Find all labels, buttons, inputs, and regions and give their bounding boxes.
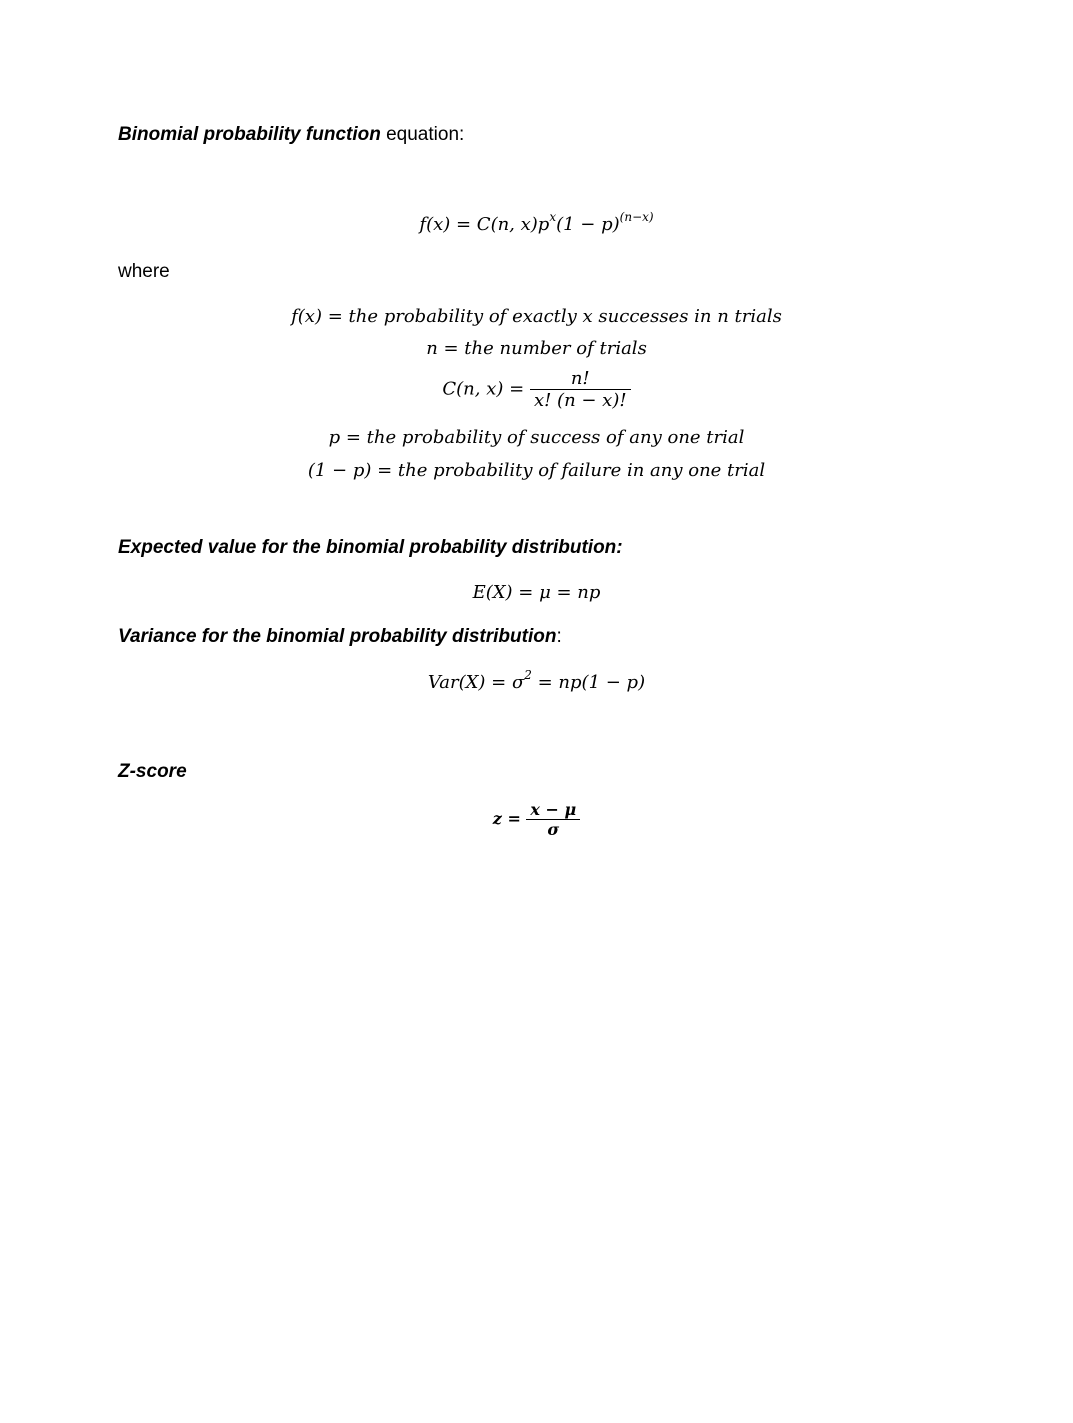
expected-heading: Expected value for the binomial probability distribution: bbox=[118, 537, 623, 558]
zscore-heading: Z-score bbox=[118, 761, 187, 782]
variance-formula-exp: 2 bbox=[524, 668, 532, 682]
def-q: (1 − p) = the probability of failure in any one trial bbox=[307, 460, 766, 481]
variance-formula bbox=[0, 668, 1073, 693]
zscore-denominator: σ bbox=[526, 819, 580, 839]
binomial-formula-exp2: (n−x) bbox=[619, 210, 654, 224]
variance-formula-lhs: Var(X) = σ bbox=[427, 672, 525, 693]
def-cnx-numerator: n! bbox=[570, 368, 590, 389]
zscore-lhs: z = bbox=[492, 809, 521, 828]
binomial-formula-mid: (1 − p) bbox=[556, 214, 620, 235]
binomial-formula bbox=[0, 210, 1073, 235]
variance-heading-bold: Variance for the binomial probability distribution bbox=[118, 626, 557, 647]
binomial-heading bbox=[118, 124, 464, 146]
variance-formula-rhs: = np(1 − p) bbox=[531, 672, 646, 693]
zscore-numerator: x − μ bbox=[530, 800, 577, 819]
def-cnx bbox=[0, 368, 1073, 411]
zscore-formula bbox=[0, 800, 1073, 839]
binomial-heading-rest: equation: bbox=[380, 124, 465, 145]
binomial-formula-exp1: x bbox=[549, 210, 557, 224]
def-n: n = the number of trials bbox=[426, 338, 647, 359]
expected-formula: E(X) = μ = np bbox=[472, 582, 601, 603]
variance-heading-rest: : bbox=[556, 626, 562, 647]
variance-heading bbox=[118, 626, 562, 648]
def-cnx-fraction bbox=[530, 368, 631, 411]
binomial-formula-lhs: f(x) = C(n, x)p bbox=[419, 214, 550, 235]
where-label: where bbox=[118, 261, 170, 282]
def-p: p = the probability of success of any one trial bbox=[328, 427, 745, 448]
def-cnx-denominator: x! (n − x)! bbox=[530, 389, 631, 411]
binomial-heading-bold: Binomial probability function bbox=[118, 124, 381, 145]
zscore-fraction bbox=[526, 800, 580, 839]
def-cnx-lhs: C(n, x) = bbox=[442, 378, 525, 400]
def-fx: f(x) = the probability of exactly x successes in n trials bbox=[291, 306, 782, 327]
